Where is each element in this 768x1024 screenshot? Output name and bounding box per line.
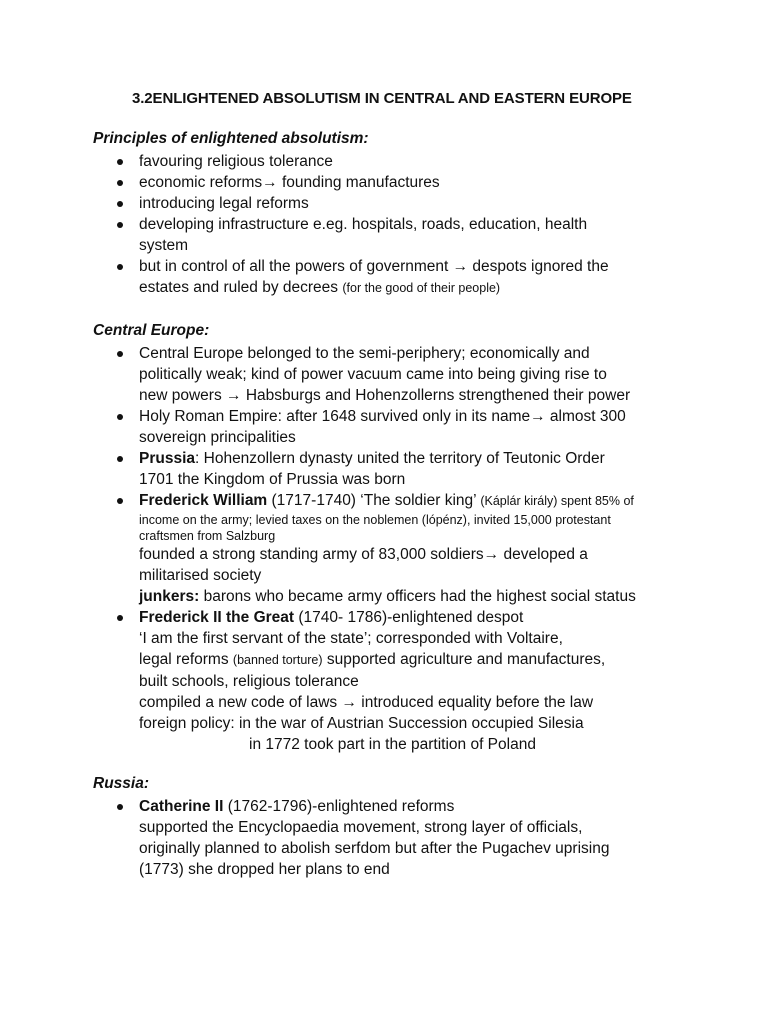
principles-heading: Principles of enlightened absolutism: [93, 130, 369, 147]
principles-list [0, 151, 768, 299]
bullet-icon [117, 180, 123, 186]
russia-list [0, 796, 768, 880]
list-item: introducing legal reforms [0, 193, 679, 214]
bullet-icon [117, 222, 123, 228]
bullet-icon [117, 456, 123, 462]
bullet-icon [117, 498, 123, 504]
list-item: economic reforms→ founding manufactures [0, 172, 679, 193]
central-europe-heading: Central Europe: [93, 322, 210, 339]
list-item: Frederick II the Great (1740- 1786)-enlightened despot ‘I am the first servant of the state’; corresponded with Voltaire, legal reforms (banned torture) supported agriculture and manufactures, built schools, religious tolerance compiled a new code of laws → introduced equality before the law foreign policy: in the war of Austrian Succession occupied Silesia in 1772 took part in the partition of Poland [0, 607, 679, 755]
list-item: developing infrastructure e.eg. hospitals, roads, education, health system [0, 214, 679, 256]
page-title: 3.2ENLIGHTENED ABSOLUTISM IN CENTRAL AND EASTERN EUROPE [132, 90, 632, 107]
bullet-icon [117, 159, 123, 165]
bullet-icon [117, 264, 123, 270]
bullet-icon [117, 615, 123, 621]
bullet-icon [117, 414, 123, 420]
list-item: favouring religious tolerance [0, 151, 679, 172]
list-item: Holy Roman Empire: after 1648 survived only in its name→ almost 300 sovereign principalities [0, 406, 679, 448]
list-item: but in control of all the powers of government → despots ignored the estates and ruled by decrees (for the good of their people) [0, 256, 679, 299]
russia-heading: Russia: [93, 775, 149, 792]
bullet-icon [117, 351, 123, 357]
list-item: Prussia: Hohenzollern dynasty united the territory of Teutonic Order 1701 the Kingdom of Prussia was born [0, 448, 679, 490]
list-item: Frederick William (1717-1740) ‘The soldier king’ (Káplár király) spent 85% of income on the army; levied taxes on the noblemen (lópénz), invited 15,000 protestant craftsmen from Salzburg founded a strong standing army of 83,000 soldiers→ developed a militarised society junkers: barons who became army officers had the highest social status [0, 490, 679, 607]
list-item: Central Europe belonged to the semi-periphery; economically and politically weak; kind of power vacuum came into being giving rise to new powers → Habsburgs and Hohenzollerns strengthened their power [0, 343, 679, 406]
central-europe-list [0, 343, 768, 755]
bullet-icon [117, 804, 123, 810]
bullet-icon [117, 201, 123, 207]
list-item: Catherine II (1762-1796)-enlightened reforms supported the Encyclopaedia movement, strong layer of officials, originally planned to abolish serfdom but after the Pugachev uprising (1773) she dropped her plans to end [0, 796, 679, 880]
